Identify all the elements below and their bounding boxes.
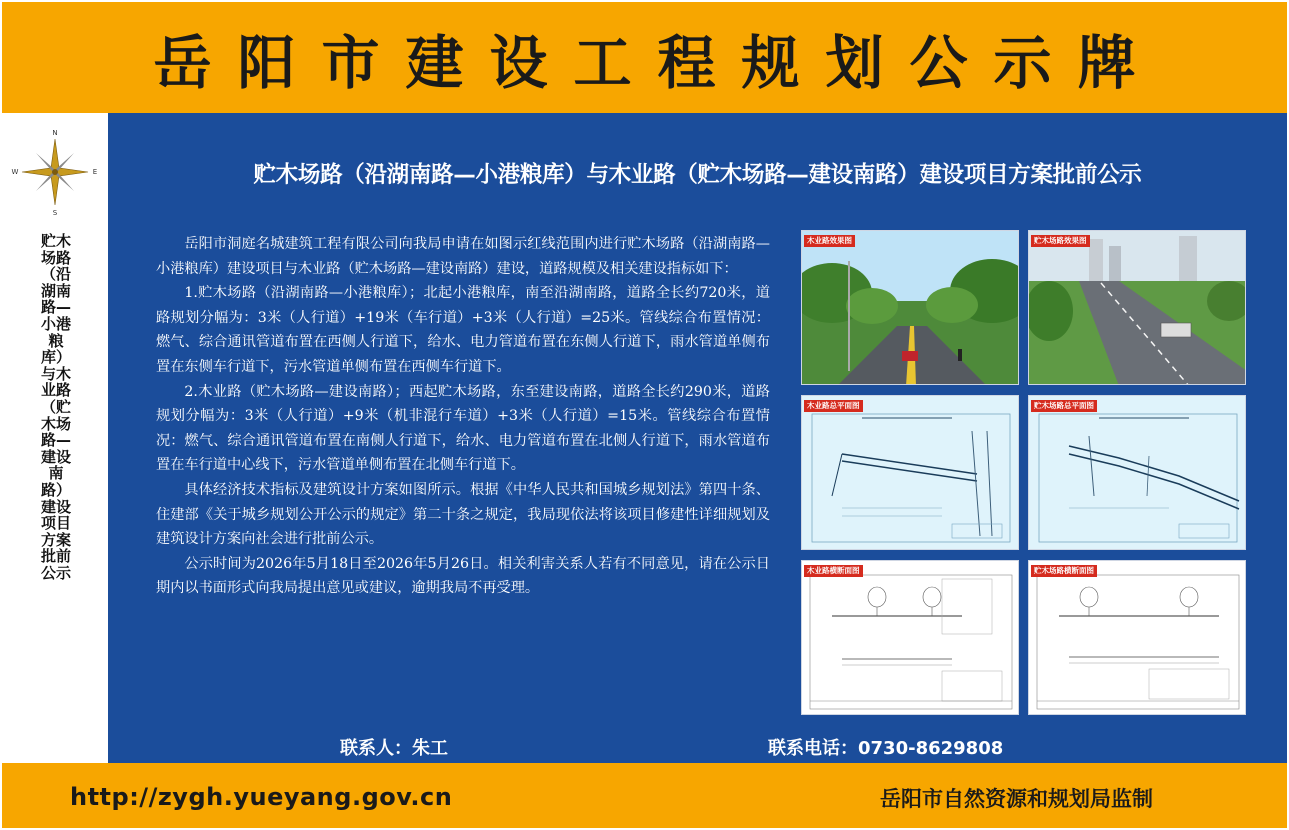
compass-east: E xyxy=(92,168,98,176)
image-label: 贮木场路总平面图 xyxy=(1031,400,1097,412)
paragraph-intro: 岳阳市洞庭名城建筑工程有限公司向我局申请在如图示红线范围内进行贮木场路（沿湖南路—小港粮库）建设项目与木业路（贮木场路—建设南路）建设，道路规模及相关建设指标如下： xyxy=(156,236,770,277)
contact-person: 联系人：朱工 xyxy=(340,738,448,759)
cross-section-image-zhumuchang xyxy=(1028,560,1246,715)
compass-north: N xyxy=(52,129,58,137)
supervising-org: 岳阳市自然资源和规划局监制 xyxy=(880,787,1153,811)
rendering-image-muye xyxy=(801,230,1019,385)
header-banner xyxy=(2,2,1287,113)
image-label: 木业路总平面图 xyxy=(804,400,863,412)
compass-south: S xyxy=(52,209,58,217)
footer-banner xyxy=(2,763,1287,828)
website-url[interactable]: http://zygh.yueyang.gov.cn xyxy=(70,783,453,811)
rendering-image-zhumuchang xyxy=(1028,230,1246,385)
paragraph-road-1: 1.贮木场路（沿湖南路—小港粮库）；北起小港粮库，南至沿湖南路，道路全长约720米，道路规划分幅为：3米（人行道）+19米（车行道）+3米（人行道）=25米。管线综合布置情况：燃气、综合通讯管道布置在西侧人行道下，给水、电力管道布置在东侧人行道下，雨水管道单侧布置在东侧车行道下，污水管道单侧布置在西侧车行道下。 xyxy=(156,285,770,375)
image-label: 贮木场路效果图 xyxy=(1031,235,1090,247)
paragraph-road-2: 2.木业路（贮木场路—建设南路）；西起贮木场路，东至建设南路，道路全长约290米，道路规划分幅为：3米（人行道）+9米（机非混行车道）+3米（人行道）=15米。管线综合布置情况：燃气、综合通讯管道布置在南侧人行道下，给水、电力管道布置在北侧人行道下，雨水管道布置在车行道中心线下，污水管道单侧布置在北侧车行道下。 xyxy=(156,383,770,474)
image-label: 木业路效果图 xyxy=(804,235,855,247)
paragraph-legal: 具体经济技术指标及建筑设计方案如图所示。根据《中华人民共和国城乡规划法》第四十条、住建部《关于城乡规划公开公示的规定》第二十条之规定，我局现依法将该项目修建性详细规划及建筑设计方案向社会进行批前公示。 xyxy=(156,481,770,548)
compass-icon xyxy=(10,127,100,217)
site-plan-image-zhumuchang xyxy=(1028,395,1246,550)
image-label: 贮木场路横断面图 xyxy=(1031,565,1097,577)
main-panel xyxy=(108,113,1287,763)
compass-west: W xyxy=(11,168,19,176)
announcement-body xyxy=(156,232,770,601)
image-label: 木业路横断面图 xyxy=(804,565,863,577)
left-strip xyxy=(2,113,106,763)
vertical-project-title: 贮木场路（沿湖南路—小港粮库）与木业路（贮木场路—建设南路）建设项目方案批前公示 xyxy=(40,232,71,582)
contact-phone: 联系电话：0730-8629808 xyxy=(768,738,1004,759)
cross-section-image-muye xyxy=(801,560,1019,715)
paragraph-period: 公示时间为2026年5月18日至2026年5月26日。相关利害关系人若有不同意见，请在公示日期内以书面形式向我局提出意见或建议，逾期我局不再受理。 xyxy=(156,555,770,597)
header-title: 岳阳市建设工程规划公示牌 xyxy=(153,28,1162,97)
project-title: 贮木场路（沿湖南路—小港粮库）与木业路（贮木场路—建设南路）建设项目方案批前公示 xyxy=(253,162,1142,188)
site-plan-image-muye xyxy=(801,395,1019,550)
